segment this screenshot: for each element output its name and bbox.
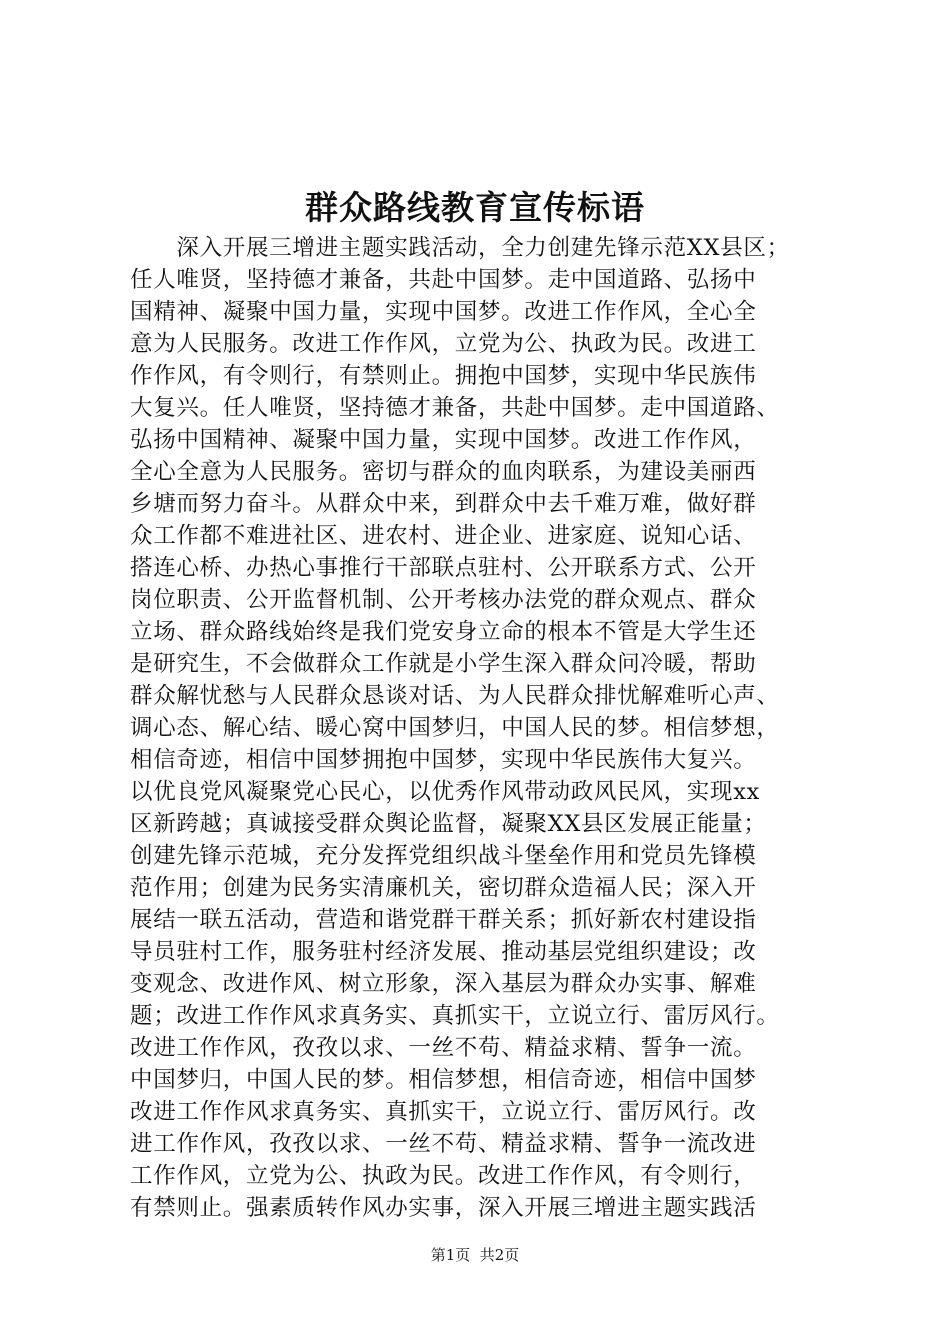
body-text-line: 以优良党风凝聚党心民心，以优秀作风带动政风民风，实现xx [130,779,760,805]
body-text-line: 乡塘而努力奋斗。从群众中来，到群众中去千难万难，做好群 [130,491,757,517]
body-text-line: 深入开展三增进主题实践活动，全力创建先锋示范XX县区； [130,235,790,261]
body-text-line: 进工作作风，孜孜以求、一丝不苟、精益求精、誓争一流改进 [130,1131,757,1157]
page-number-footer: 第1页 共2页 [430,1246,520,1264]
body-text-line: 相信奇迹，相信中国梦拥抱中国梦，实现中华民族伟大复兴。 [130,747,757,773]
body-text-line: 作作风，有令则行，有禁则止。拥抱中国梦，实现中华民族伟 [130,363,757,389]
body-text-line: 众工作都不难进社区、进农村、进企业、进家庭、说知心话、 [130,523,757,549]
body-text-line: 大复兴。任人唯贤，坚持德才兼备，共赴中国梦。走中国道路、 [130,395,780,421]
body-text-line: 改进工作作风求真务实、真抓实干，立说立行、雷厉风行。改 [130,1099,757,1125]
document-title: 群众路线教育宣传标语 [305,188,645,227]
body-text-line: 国精神、凝聚中国力量，实现中国梦。改进工作作风，全心全 [130,299,757,325]
body-text-line: 变观念、改进作风、树立形象，深入基层为群众办实事、解难 [130,971,757,997]
body-text-line: 弘扬中国精神、凝聚中国力量，实现中国梦。改进工作作风， [130,427,757,453]
body-text-line: 立场、群众路线始终是我们党安身立命的根本不管是大学生还 [130,619,757,645]
document-body [130,232,830,1224]
body-text-line: 范作用；创建为民务实清廉机关，密切群众造福人民；深入开 [130,875,757,901]
body-text-line: 是研究生，不会做群众工作就是小学生深入群众问冷暖，帮助 [130,651,757,677]
body-text-line: 意为人民服务。改进工作作风，立党为公、执政为民。改进工 [130,331,757,357]
body-text-line: 区新跨越；真诚接受群众舆论监督，凝聚XX县区发展正能量； [130,811,767,837]
body-text-line: 题；改进工作作风求真务实、真抓实干，立说立行、雷厉风行。 [130,1003,780,1029]
body-text-line: 改进工作作风，孜孜以求、一丝不苟、精益求精、誓争一流。 [130,1035,757,1061]
body-text-line: 搭连心桥、办热心事推行干部联点驻村、公开联系方式、公开 [130,555,757,581]
body-text-line: 有禁则止。强素质转作风办实事，深入开展三增进主题实践活 [130,1195,757,1221]
body-text-line: 导员驻村工作，服务驻村经济发展、推动基层党组织建设；改 [130,939,757,965]
body-text-line: 展结一联五活动，营造和谐党群干群关系；抓好新农村建设指 [130,907,757,933]
body-text-line: 工作作风，立党为公、执政为民。改进工作作风，有令则行， [130,1163,757,1189]
body-text-line: 中国梦归，中国人民的梦。相信梦想，相信奇迹，相信中国梦 [130,1067,757,1093]
body-text-line: 任人唯贤，坚持德才兼备，共赴中国梦。走中国道路、弘扬中 [130,267,757,293]
body-text-line: 调心态、解心结、暖心窝中国梦归，中国人民的梦。相信梦想， [130,715,780,741]
body-text-line: 全心全意为人民服务。密切与群众的血肉联系，为建设美丽西 [130,459,757,485]
body-text-line: 岗位职责、公开监督机制、公开考核办法党的群众观点、群众 [130,587,757,613]
body-text-line: 创建先锋示范城，充分发挥党组织战斗堡垒作用和党员先锋模 [130,843,757,869]
body-text-line: 群众解忧愁与人民群众恳谈对话、为人民群众排忧解难听心声、 [130,683,780,709]
